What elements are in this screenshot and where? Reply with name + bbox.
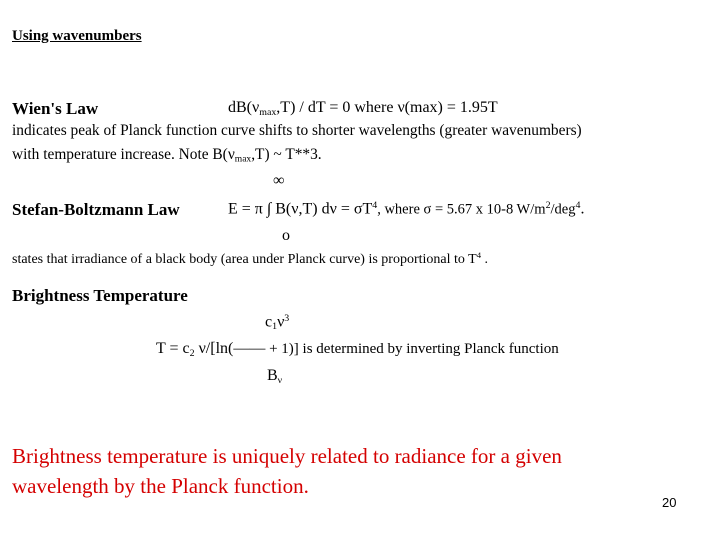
sb-eq-a: E = π ∫ B(ν,T) dν = σT [228,200,373,218]
wien-formula-max-sub: max [259,106,277,118]
numerator-exp: 3 [284,313,290,324]
page-number: 20 [662,495,677,510]
integral-upper-limit: ∞ [273,172,285,189]
wien-law-label: Wien's Law [12,99,99,118]
numerator-sub: 1 [272,321,278,333]
sb-eq-exp4b: 4 [575,200,581,211]
fraction-denominator [267,367,282,386]
sb-desc-end: . [481,251,489,267]
sb-eq-exp4: 4 [372,200,378,211]
stefan-boltzmann-equation [228,200,584,218]
wien-formula-nu: ν [252,99,260,116]
wien-description-line2 [12,146,322,165]
bt-eq-a: T = c [156,340,190,357]
wien-desc-a: with temperature increase. Note B( [12,146,228,163]
wien-formula [228,99,498,118]
brightness-equation [156,340,559,359]
wien-formula-nu-2: ν [397,99,405,116]
sb-desc-exp: 4 [476,250,482,260]
fraction-numerator [265,313,289,332]
numerator-nu: ν [277,313,285,331]
wien-desc-b: ,T) ~ T**3. [251,146,322,163]
numerator-c: c [265,313,273,331]
conclusion-line2: wavelength by the Planck function. [12,474,309,498]
sb-eq-b: , where σ = 5.67 x 10-8 W/m [377,201,546,218]
bt-eq-b: ν/[ln( [194,340,234,357]
brightness-temperature-label: Brightness Temperature [12,286,188,305]
wien-formula-end: (max) = 1.95T [404,99,498,116]
bt-fraction-line: —— [233,340,266,357]
bt-eq-sub: 2 [189,347,195,359]
stefan-boltzmann-label: Stefan-Boltzmann Law [12,200,180,219]
wien-desc-nu: ν [227,146,235,163]
sb-eq-exp2: 2 [545,200,551,211]
wien-description-line1: indicates peak of Planck function curve shifts to shorter wavelengths (greater wavenumbers) [12,122,582,139]
integral-lower-limit: o [282,227,290,244]
wien-formula-d: d [228,99,236,116]
sb-eq-d: . [580,200,585,218]
wien-desc-max-sub: max [234,153,252,165]
sb-eq-c: /deg [550,201,576,218]
denominator-b: B [267,367,278,384]
wien-formula-b: B( [236,99,252,116]
bt-eq-c: + 1)] is determined by inverting Planck function [265,341,559,357]
wien-formula-mid: ,T) / dT = 0 where [276,99,398,116]
conclusion-line1: Brightness temperature is uniquely related to radiance for a given [12,444,562,468]
stefan-boltzmann-description [12,250,488,268]
sb-desc-text: states that irradiance of a black body (area under Planck curve) is proportional to T [12,251,477,267]
denominator-sub: ν [277,374,283,386]
page-heading: Using wavenumbers [12,28,142,44]
